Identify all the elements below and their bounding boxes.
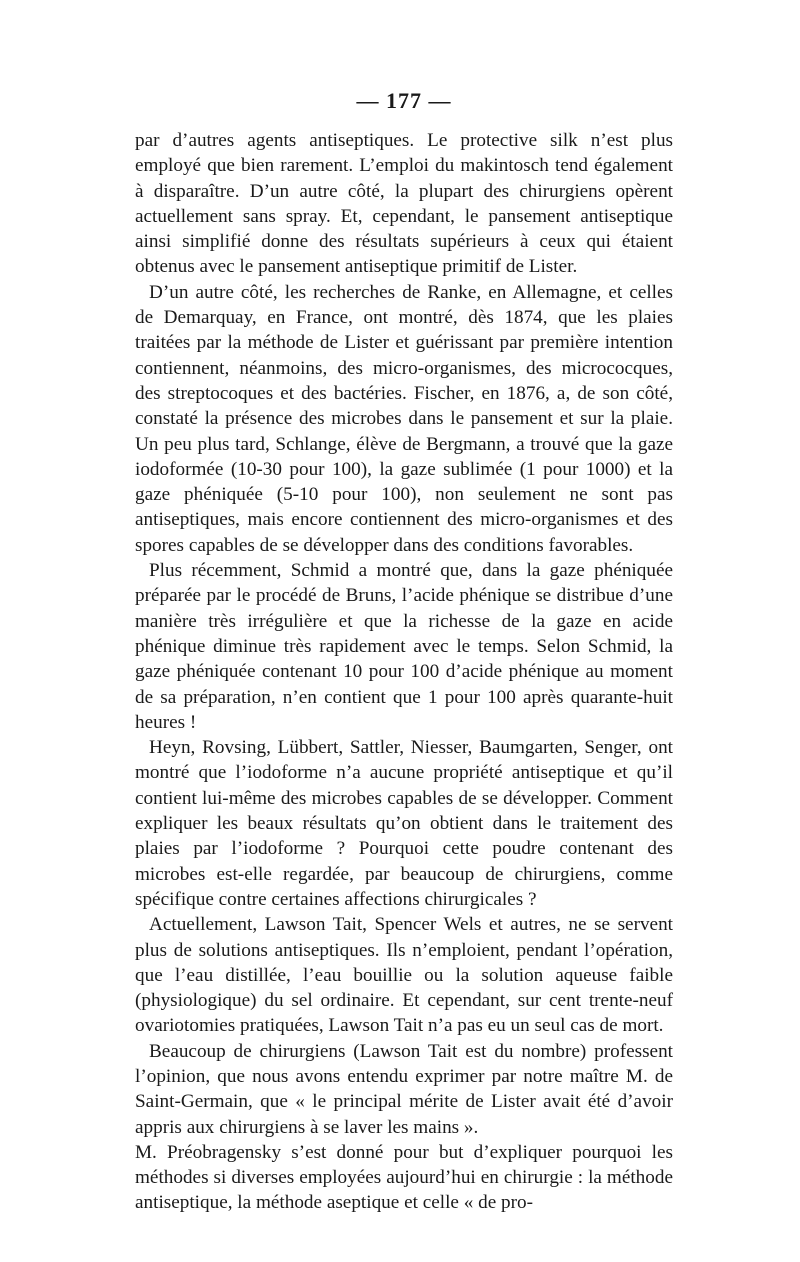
paragraph-iodoforme: Heyn, Rovsing, Lübbert, Sattler, Niesser, Baumgarten, Senger, ont montré que l’iodoforme n’a aucune propriété antiseptique et qu’il contient lui-même des microbes capables de se développer. Comment expliquer les beaux résultats qu’on obtient dans le traitement des plaies par l’iodoforme ? Pourquoi cette poudre contenant des microbes est-elle regardée, par beaucoup de chirurgiens, comme spécifique contre certaines affections chirurgicales ? <box>135 737 673 910</box>
paragraph-ranke-demarquay: D’un autre côté, les recherches de Ranke, en Allemagne, et celles de Demarquay, en France, ont montré, dès 1874, que les plaies traitées par la méthode de Lister et guérissant par première intention contiennent, néanmoins, des micro-organismes, des micrococques, des streptocoques et des bactéries. Fischer, en 1876, a, de son côté, constaté la présence des microbes dans le pansement et sur la plaie. Un peu plus tard, Schlange, élève de Bergmann, a trouvé que la gaze iodoformée (10-30 pour 100), la gaze sublimée (1 pour 1000) et la gaze phéniquée (5-10 pour 100), non seulement ne sont pas antiseptiques, mais encore contiennent des micro-organismes et des spores capables de se développer dans des conditions favorables. <box>135 281 673 556</box>
paragraph-lawson-tait: Actuellement, Lawson Tait, Spencer Wels et autres, ne se servent plus de solutions antiseptiques. Ils n’emploient, pendant l’opération, que l’eau distillée, l’eau bouillie ou la solution aqueuse faible (physiologique) du sel ordinaire. Et cependant, sur cent trente-neuf ovariotomies pratiquées, Lawson Tait n’a pas eu un seul cas de mort. <box>135 914 673 1037</box>
paragraph-continuation: par d’autres agents antiseptiques. Le protective silk n’est plus employé que bien rarement. L’emploi du makintosch tend également à disparaître. D’un autre côté, la plupart des chirurgiens opèrent actuellement sans spray. Et, cependant, le pansement antiseptique ainsi simplifié donne des résultats supérieurs à ceux qui étaient obtenus avec le pansement antiseptique primitif de Lister. <box>135 130 673 278</box>
paragraph-schmid: Plus récemment, Schmid a montré que, dans la gaze phéniquée préparée par le procédé de Bruns, l’acide phénique se distribue d’une manière très irrégulière et que la richesse de la gaze en acide phénique diminue très rapidement avec le temps. Selon Schmid, la gaze phéniquée contenant 10 pour 100 d’acide phénique au moment de sa préparation, n’en contient que 1 pour 100 après quarante-huit heures ! <box>135 560 673 733</box>
book-page <box>135 88 673 1216</box>
paragraph-saint-germain: Beaucoup de chirurgiens (Lawson Tait est du nombre) professent l’opinion, que nous avons entendu exprimer par notre maître M. de Saint-Germain, que « le principal mérite de Lister avait été d’avoir appris aux chirurgiens à se laver les mains ». <box>135 1040 673 1138</box>
paragraph-preobragensky: M. Préobragensky s’est donné pour but d’expliquer pourquoi les méthodes si diverses employées aujourd’hui en chirurgie : la méthode antiseptique, la méthode aseptique et celle « de pro- <box>135 1141 673 1214</box>
page-number: — 177 — <box>356 88 452 113</box>
